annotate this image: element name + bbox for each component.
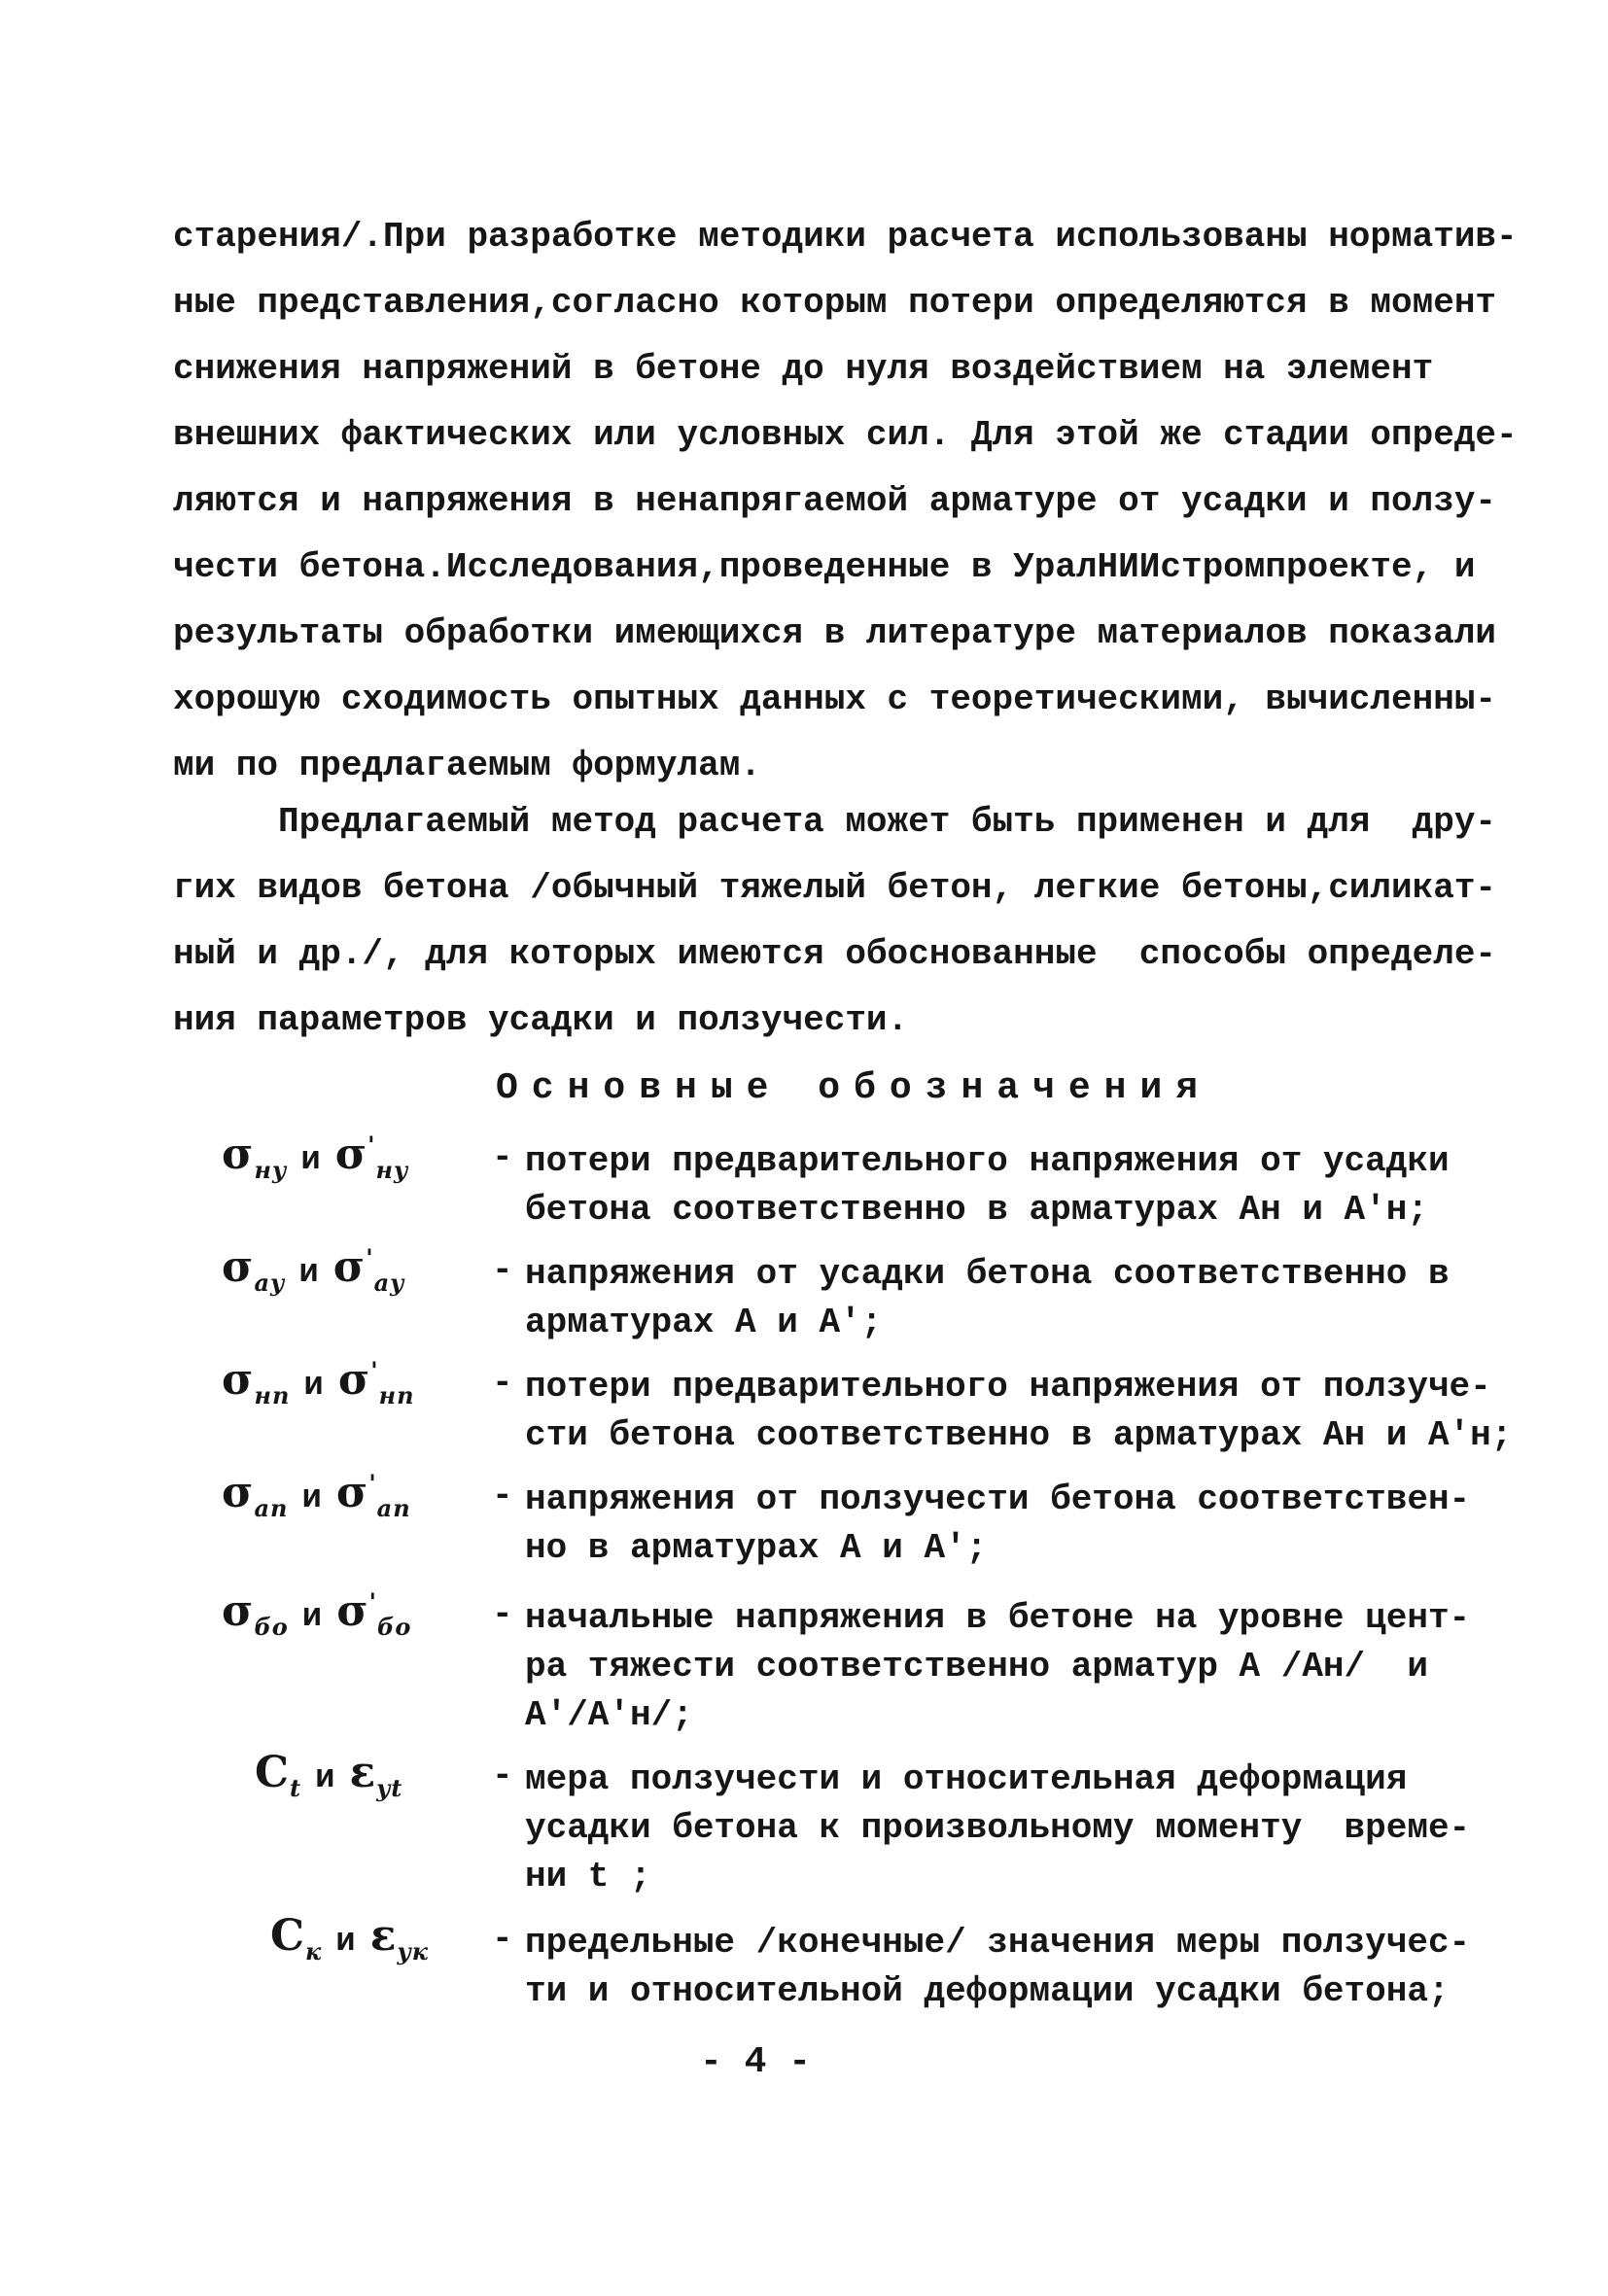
symbol-pair: [222, 1586, 513, 1641]
text-line: гих видов бетона /обычный тяжелый бетон, легкие бетоны,силикат-: [173, 868, 1497, 908]
paragraph-1: [173, 204, 1518, 799]
text-line: Предлагаемый метод расчета может быть применен и для дру-: [173, 802, 1497, 842]
text-line: ные представления,согласно которым потери определяются в момент: [173, 283, 1497, 323]
symbol-pair: [222, 1355, 513, 1409]
subscript: ну: [254, 1155, 288, 1184]
text-line: ный и др./, для которых имеются обоснованные способы определе-: [173, 934, 1497, 974]
symbol: σ: [336, 1586, 369, 1636]
text-line: потери предварительного напряжения от ползуче-: [525, 1367, 1491, 1407]
symbol: σ: [337, 1355, 371, 1405]
dash: -: [492, 1137, 513, 1177]
symbol: σ: [222, 1468, 255, 1517]
subscript: нп: [378, 1380, 415, 1409]
text-line: предельные /конечные/ значения меры ползучес-: [525, 1923, 1471, 1963]
text-line: арматурах A и A';: [525, 1303, 883, 1342]
definition-text: [525, 1137, 1458, 1235]
subscript: ук: [397, 1936, 430, 1966]
subscript: ау: [373, 1268, 405, 1297]
conjunction: и: [335, 1924, 357, 1961]
text-line: ра тяжести соответственно арматур A /Aн/ и: [525, 1647, 1428, 1687]
text-line: старения/.При разработке методики расчета использованы норматив-: [173, 217, 1518, 257]
symbol: σ: [335, 1468, 369, 1517]
text-line: результаты обработки имеющихся в литературе материалов показали: [173, 613, 1497, 653]
text-line: бетона соответственно в арматурах Aн и A'н;: [525, 1190, 1428, 1230]
symbol-pair: [222, 1130, 513, 1184]
text-line: A'/A'н/;: [525, 1695, 693, 1735]
definition-text: [525, 1756, 1471, 1901]
prime-mark: ': [367, 1131, 376, 1160]
symbol: σ: [222, 1586, 255, 1636]
subscript: бо: [254, 1612, 289, 1641]
definition-text: [525, 1594, 1471, 1740]
text-line: напряжения от усадки бетона соответственно в: [525, 1254, 1450, 1294]
symbol: ε: [369, 1911, 398, 1961]
subscript: ап: [254, 1493, 289, 1522]
dash: -: [492, 1476, 513, 1515]
subscript: ну: [375, 1155, 409, 1184]
text-line: снижения напряжений в бетоне до нуля воздействием на элемент: [173, 349, 1434, 389]
paragraph-2: [173, 789, 1497, 1054]
symbol: σ: [222, 1130, 255, 1179]
page-number: - 4 -: [700, 2041, 812, 2083]
dash: -: [492, 1756, 513, 1795]
text-line: усадки бетона к произвольному моменту време-: [525, 1808, 1471, 1848]
conjunction: и: [300, 1142, 322, 1179]
conjunction: и: [315, 1760, 336, 1797]
subscript: к: [305, 1936, 323, 1966]
subscript: yt: [376, 1773, 403, 1802]
subscript: t: [290, 1773, 302, 1802]
conjunction: и: [301, 1480, 323, 1517]
prime-mark: ': [368, 1469, 377, 1498]
symbol: ε: [349, 1748, 377, 1797]
dash: -: [492, 1363, 513, 1403]
text-line: ния параметров усадки и ползучести.: [173, 1000, 909, 1040]
conjunction: и: [303, 1368, 325, 1405]
conjunction: и: [301, 1599, 324, 1636]
symbol-pair: [270, 1911, 562, 1966]
definition-text: [525, 1363, 1513, 1460]
text-line: напряжения от ползучести бетона соответствен-: [525, 1479, 1471, 1519]
text-line: мера ползучести и относительная деформация: [525, 1759, 1408, 1799]
dash: -: [492, 1250, 513, 1290]
subscript: нп: [254, 1380, 291, 1409]
section-heading: Основные обозначения: [496, 1067, 1212, 1109]
text-line: ляются и напряжения в ненапрягаемой арматуре от усадки и ползу-: [173, 481, 1497, 521]
symbol: σ: [222, 1242, 255, 1292]
prime-mark: ': [368, 1587, 378, 1617]
text-line: начальные напряжения в бетоне на уровне цент-: [525, 1598, 1471, 1638]
text-line: чести бетона.Исследования,проведенные в УралНИИстромпроекте, и: [173, 547, 1476, 587]
text-line: внешних фактических или условных сил. Для этой же стадии опреде-: [173, 415, 1518, 455]
text-line: но в арматурах A и A';: [525, 1528, 988, 1568]
symbol: σ: [334, 1130, 368, 1179]
subscript: ау: [254, 1268, 286, 1297]
dash: -: [492, 1594, 513, 1634]
symbol: C: [270, 1911, 306, 1961]
symbol: σ: [332, 1242, 367, 1292]
conjunction: и: [298, 1255, 320, 1292]
subscript: ап: [376, 1493, 411, 1522]
prime-mark: ': [366, 1243, 374, 1272]
subscript: бо: [377, 1612, 412, 1641]
text-line: хорошую сходимость опытных данных с теоретическими, вычисленны-: [173, 679, 1497, 719]
definition-text: [525, 1919, 1471, 2016]
text-line: сти бетона соответственно в арматурах Aн и A'н;: [525, 1415, 1513, 1455]
text-line: ни t ;: [525, 1857, 651, 1896]
symbol: σ: [222, 1355, 255, 1405]
text-line: потери предварительного напряжения от усадки: [525, 1141, 1450, 1181]
symbol-pair: [222, 1468, 513, 1522]
text-line: ми по предлагаемым формулам.: [173, 746, 761, 785]
symbol-pair: [222, 1242, 513, 1297]
prime-mark: ': [370, 1356, 379, 1385]
definition-text: [525, 1250, 1458, 1347]
text-line: ти и относительной деформации усадки бетона;: [525, 1971, 1450, 2011]
symbol: C: [255, 1748, 291, 1797]
definition-text: [525, 1476, 1471, 1573]
dash: -: [492, 1919, 513, 1959]
